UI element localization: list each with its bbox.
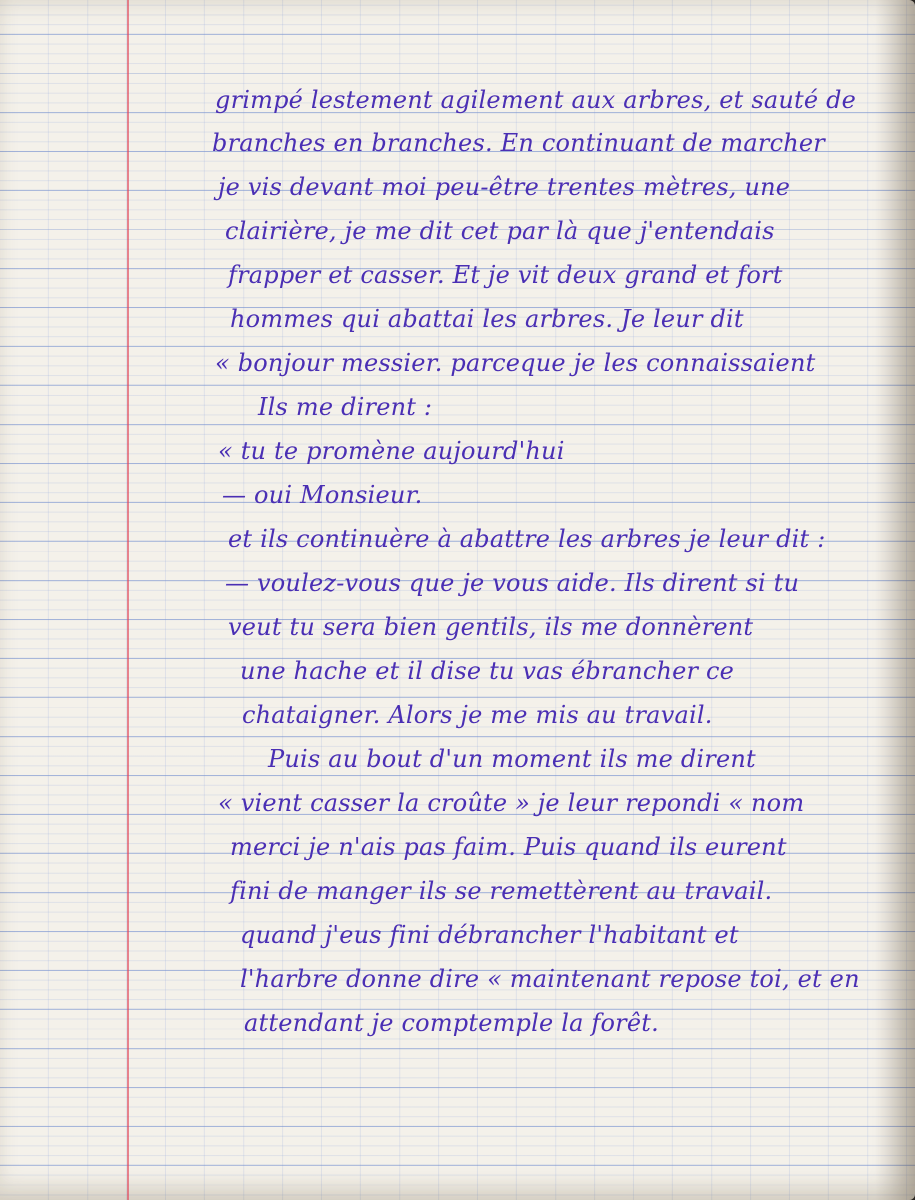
text-line: quand j'eus fini débrancher l'habitant et bbox=[240, 921, 739, 949]
text-line: « tu te promène aujourd'hui bbox=[218, 437, 565, 465]
text-line: hommes qui abattai les arbres. Je leur dit bbox=[230, 305, 744, 333]
text-line: l'harbre donne dire « maintenant repose toi, et en bbox=[240, 965, 860, 993]
text-line: frapper et casser. Et je vit deux grand et fort bbox=[228, 261, 783, 289]
text-line: je vis devant moi peu-être trentes mètres, une bbox=[218, 173, 791, 201]
text-line: « bonjour messier. parceque je les connaissaient bbox=[215, 349, 816, 377]
text-line: attendant je comptemple la forêt. bbox=[244, 1009, 659, 1037]
text-line: une hache et il dise tu vas ébrancher ce bbox=[240, 657, 735, 685]
text-line: — voulez-vous que je vous aide. Ils dirent si tu bbox=[225, 569, 800, 597]
text-line: merci je n'ais pas faim. Puis quand ils eurent bbox=[230, 833, 787, 861]
text-line: — oui Monsieur. bbox=[222, 481, 423, 509]
text-line: grimpé lestement agilement aux arbres, et sauté de bbox=[215, 86, 857, 114]
text-line: veut tu sera bien gentils, ils me donnèrent bbox=[228, 613, 754, 641]
text-line: Ils me dirent : bbox=[258, 393, 433, 421]
text-line: et ils continuère à abattre les arbres je leur dit : bbox=[228, 525, 826, 553]
text-line: clairière, je me dit cet par là que j'entendais bbox=[225, 217, 775, 245]
text-line: « vient casser la croûte » je leur repondi « nom bbox=[218, 789, 805, 817]
text-line: fini de manger ils se remettèrent au travail. bbox=[230, 877, 773, 905]
text-line: Puis au bout d'un moment ils me dirent bbox=[268, 745, 756, 773]
text-line: branches en branches. En continuant de marcher bbox=[212, 129, 825, 157]
text-line: chataigner. Alors je me mis au travail. bbox=[242, 701, 713, 729]
